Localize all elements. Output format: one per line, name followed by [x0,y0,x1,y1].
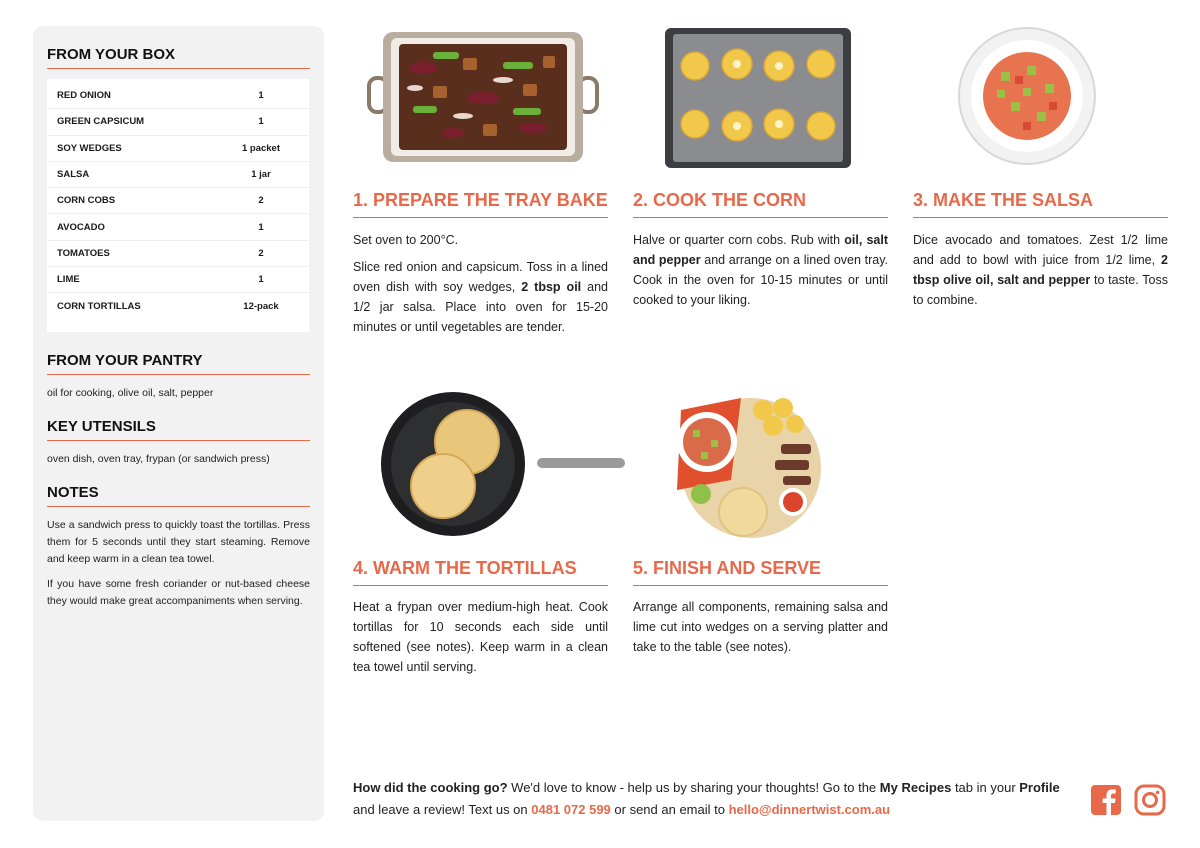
serving-platter-photo [671,390,831,540]
ingredient-name: GREEN CAPSICUM [57,116,145,128]
contact-link[interactable]: 0481 072 599 [531,802,611,817]
step-1-title: 1. PREPARE THE TRAY BAKE [353,190,608,218]
note-paragraph: Use a sandwich press to quickly toast the tortillas. Press them for 5 seconds until they start steaming. Remove and keep warm in a clean tea towel. [47,518,310,565]
tray-bake-photo [363,28,603,168]
instruction-paragraph: Dice avocado and tomatoes. Zest 1/2 lime and add to bowl with juice from 1/2 lime, 2 tbsp olive oil, salt and pepper to taste. Toss to combine. [913,233,1168,307]
ingredient-qty: 1 [258,221,264,233]
ingredients-sidebar [33,26,324,821]
ingredient-row [47,136,309,162]
pantry-list: oil for cooking, olive oil, salt, pepper [47,386,214,399]
ingredient-row [47,109,309,135]
ingredient-qty: 2 [258,247,264,259]
facebook-icon[interactable] [1090,784,1122,816]
review-prompt: How did the cooking go? We'd love to know - help us by sharing your thoughts! Go to the My Recipes tab in your Profile and leave a review! Text us on 0481 072 599 or send an email to hello@dinnertwist.com.au [353,780,1060,817]
step-5-instructions [633,597,888,664]
step-3-title: 3. MAKE THE SALSA [913,190,1168,218]
step-4-instructions [353,597,608,684]
ingredient-row [47,162,309,188]
instruction-paragraph: Slice red onion and capsicum. Toss in a lined oven dish with soy wedges, 2 tbsp oil and 1/2 jar salsa. Place into oven for 15-20 minutes or until vegetables are tender. [353,260,608,334]
ingredient-row [47,267,309,293]
ingredient-name: AVOCADO [57,221,105,233]
step-5-title: 5. FINISH AND SERVE [633,558,888,586]
notes-heading: NOTES [47,484,310,507]
ingredient-name: SALSA [57,169,90,181]
corn-tray-photo [663,26,853,170]
ingredient-name: TOMATOES [57,247,110,259]
ingredient-name: CORN COBS [57,195,116,207]
ingredient-qty: 1 [258,90,264,102]
instagram-icon[interactable] [1134,784,1166,816]
ingredient-row [47,83,309,109]
step-4-title: 4. WARM THE TORTILLAS [353,558,608,586]
ingredient-qty: 1 [258,116,264,128]
step-2-instructions [633,230,888,317]
key-utensils-heading: KEY UTENSILS [47,418,310,441]
step-3-instructions [913,230,1168,317]
ingredient-name: SOY WEDGES [57,142,122,154]
ingredient-qty: 1 [258,274,264,286]
step-2-title: 2. COOK THE CORN [633,190,888,218]
ingredient-row [47,188,309,214]
instruction-paragraph: Heat a frypan over medium-high heat. Cook tortillas for 10 seconds each side until softened (see notes). Keep warm in a clean tea towel until serving. [353,600,608,674]
ingredient-name: LIME [57,274,80,286]
ingredients-table [47,79,309,332]
ingredient-qty: 2 [258,195,264,207]
ingredient-name: RED ONION [57,90,111,102]
utensils-list: oven dish, oven tray, frypan (or sandwich press) [47,452,270,465]
ingredient-name: CORN TORTILLAS [57,301,141,313]
instruction-paragraph: Set oven to 200°C. [353,233,459,247]
ingredient-qty: 1 packet [241,142,281,154]
contact-link[interactable]: hello@dinnertwist.com.au [728,802,891,817]
salsa-bowl-photo [957,26,1097,166]
instruction-paragraph: Halve or quarter corn cobs. Rub with oil, salt and pepper and arrange on a lined oven tray. Cook in the oven for 10-15 minutes or until cooked to your liking. [633,233,888,307]
note-paragraph: If you have some fresh coriander or nut-based cheese they would make great accompaniments when serving. [47,577,310,607]
frypan-tortillas-photo [377,392,627,537]
ingredient-qty: 1 jar [251,169,271,181]
from-your-pantry-heading: FROM YOUR PANTRY [47,352,310,375]
ingredient-row [47,241,309,267]
ingredient-row [47,293,309,319]
ingredient-row [47,214,309,240]
from-your-box-heading: FROM YOUR BOX [47,46,310,69]
step-1-instructions [353,230,608,344]
ingredient-qty: 12-pack [243,301,279,313]
instruction-paragraph: Arrange all components, remaining salsa and lime cut into wedges on a serving platter and take to the table (see notes). [633,600,888,654]
notes-section [47,484,310,610]
